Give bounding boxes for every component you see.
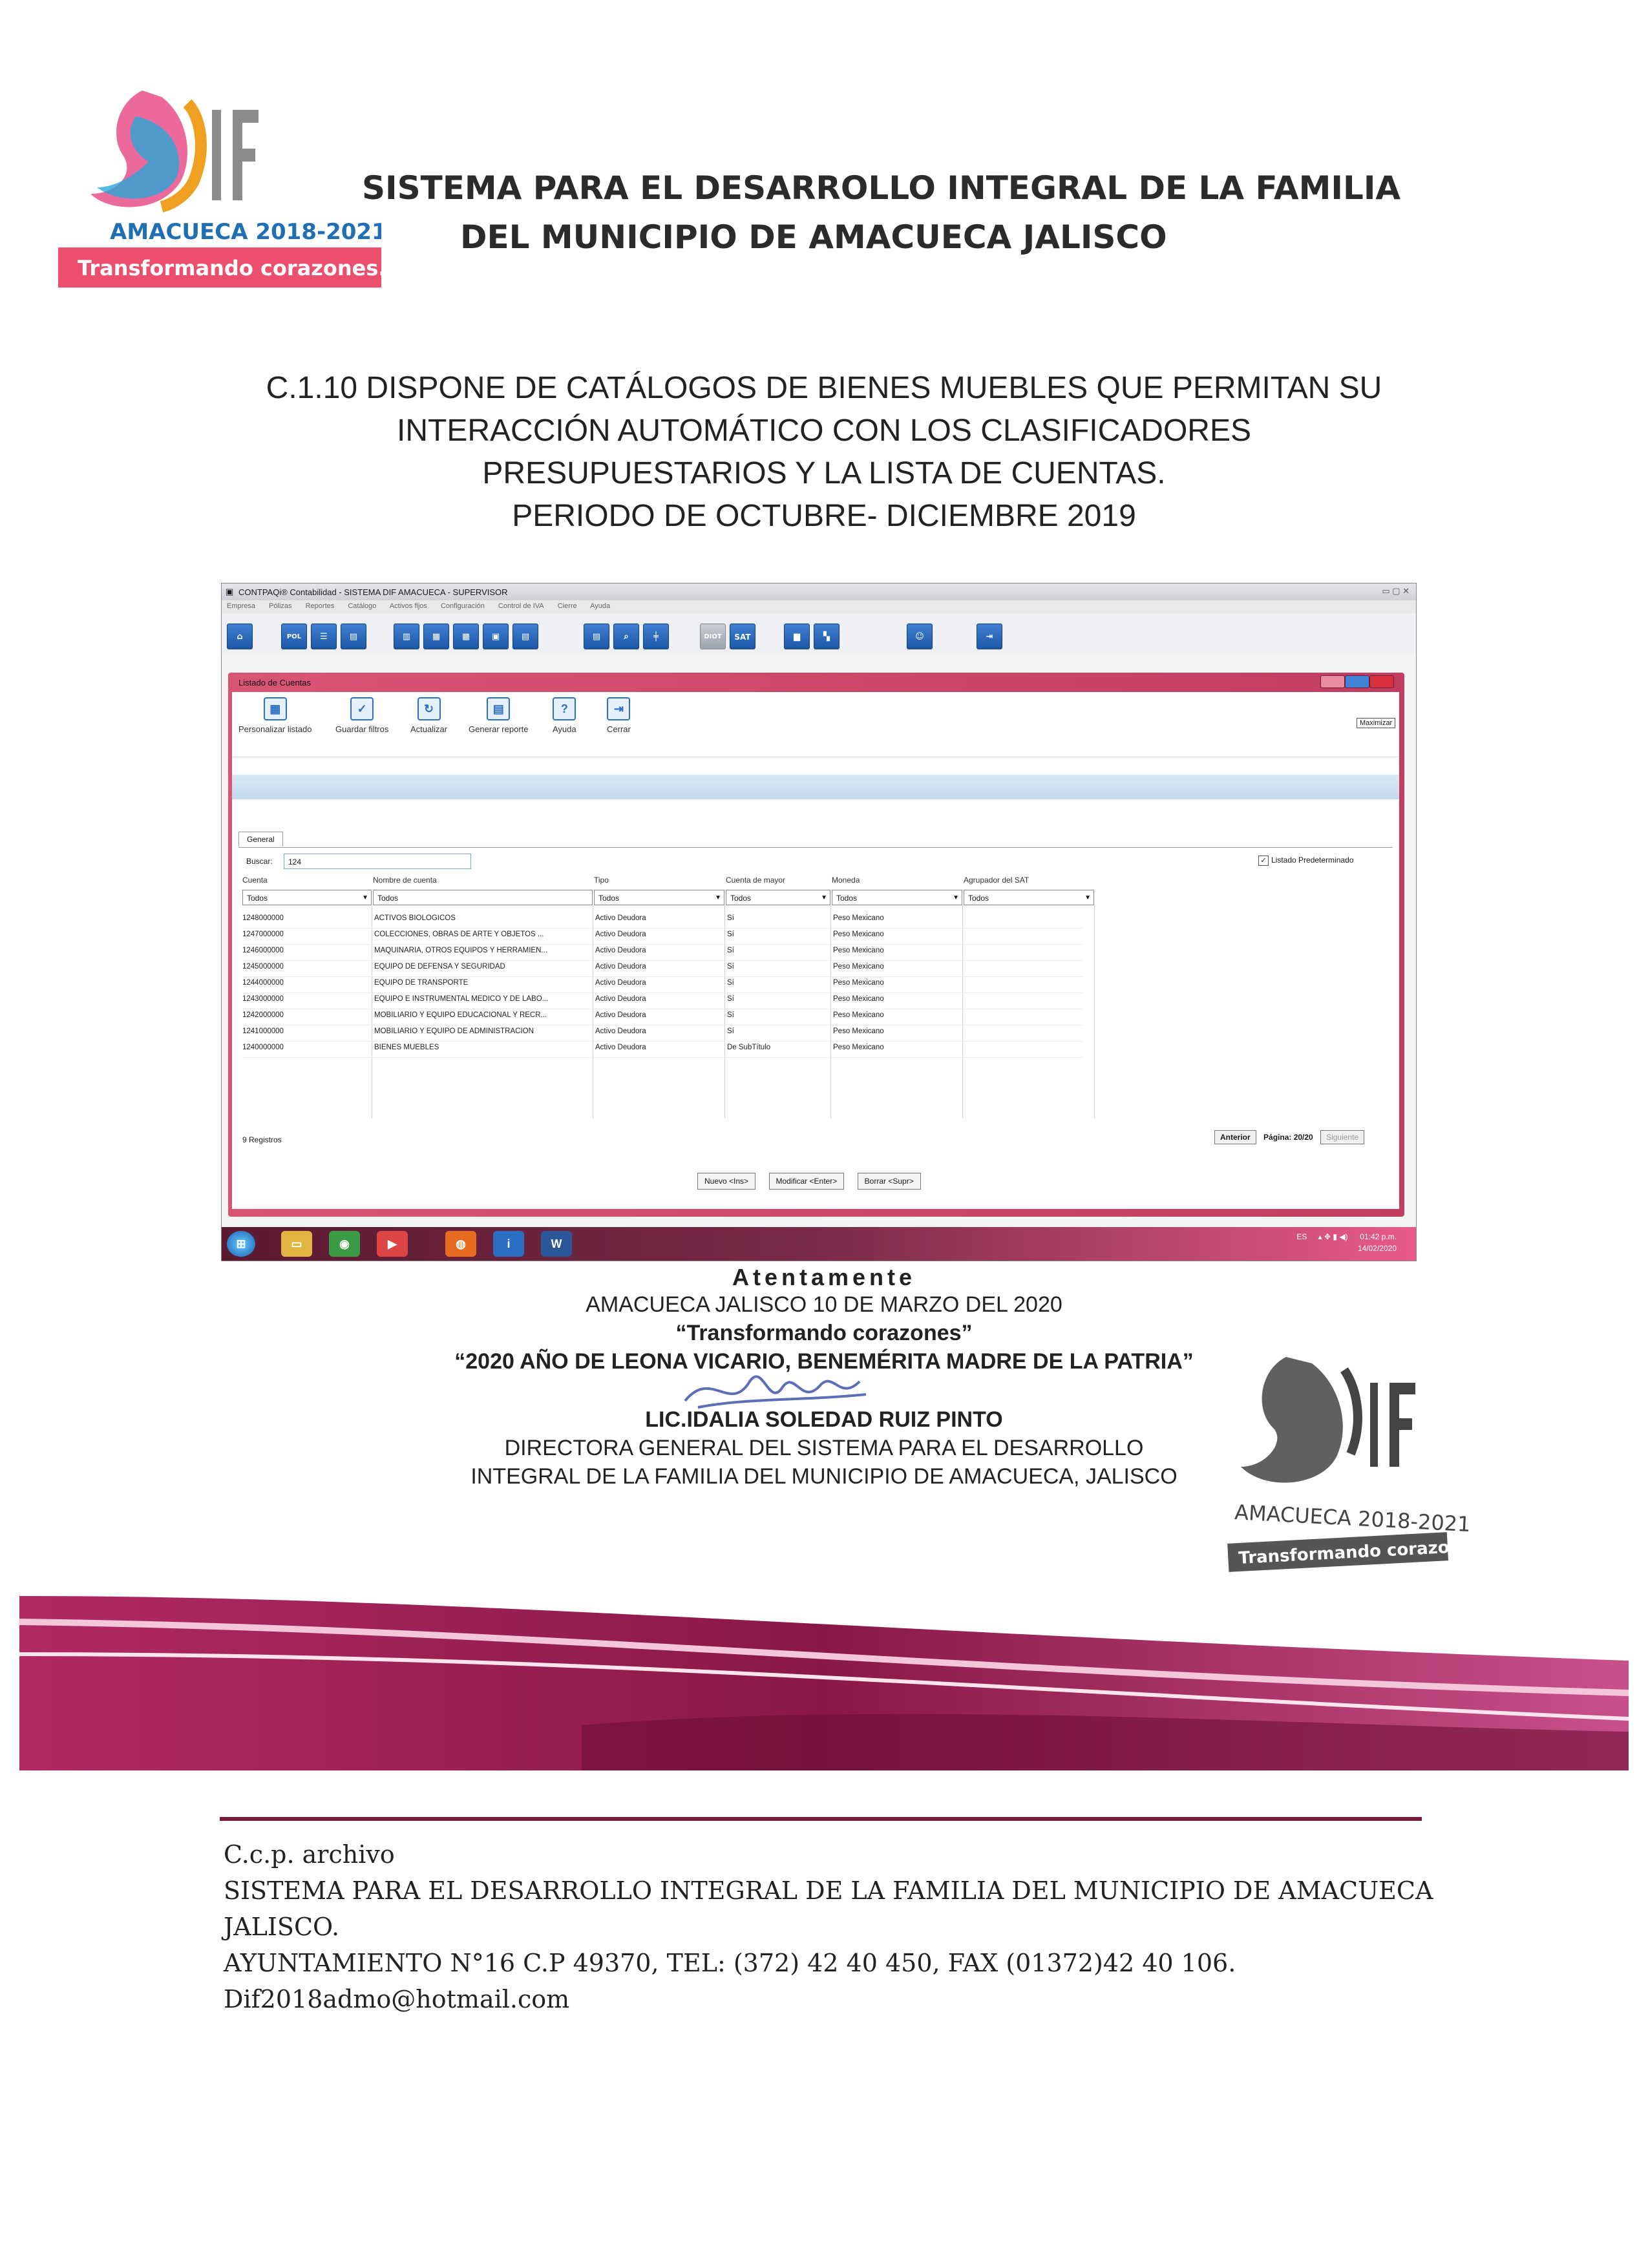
slogan: “Transformando corazones”: [675, 1321, 973, 1345]
menu-iva[interactable]: Control de IVA: [498, 602, 544, 610]
menu-ayuda[interactable]: Ayuda: [590, 602, 611, 610]
criterion-line3: PRESUPUESTARIOS Y LA LISTA DE CUENTAS.: [482, 456, 1166, 490]
column-header[interactable]: Agrupador del SAT: [964, 876, 1030, 885]
table-icon[interactable]: ▦: [453, 624, 479, 649]
table-row[interactable]: 1243000000 EQUIPO E INSTRUMENTAL MÉDICO Y DE LABO... Activo Deudora Sí Peso Mexicano: [242, 992, 1083, 1009]
signer-role-line1: DIRECTORA GENERAL DEL SISTEMA PARA EL DESARROLLO: [504, 1436, 1144, 1460]
personalizar-listado-button[interactable]: ▦ Personalizar listado: [238, 697, 312, 734]
pagination: [1214, 1130, 1364, 1144]
column-header[interactable]: Moneda: [832, 876, 860, 885]
search-input[interactable]: 124: [284, 854, 471, 869]
table-row[interactable]: 1248000000 ACTIVOS BIOLÓGICOS Activo Deudora Sí Peso Mexicano: [242, 912, 1083, 929]
info-band: [232, 775, 1399, 799]
minimize-button[interactable]: [1320, 675, 1345, 688]
dropdown-arrow-icon: ▼: [1084, 894, 1091, 901]
checkmark-icon: ✓: [350, 697, 374, 720]
exit-icon: ⇥: [607, 697, 630, 720]
refresh-icon: ↻: [417, 697, 441, 720]
book-icon[interactable]: ▦: [423, 624, 449, 649]
report-icon: ▤: [487, 697, 510, 720]
document-icon[interactable]: ▤: [341, 624, 366, 649]
command-bar: [232, 692, 1399, 757]
signer-name: LIC.IDALIA SOLEDAD RUIZ PINTO: [645, 1407, 1003, 1432]
table-row[interactable]: 1244000000 EQUIPO DE TRANSPORTE Activo Deudora Sí Peso Mexicano: [242, 976, 1083, 993]
tab-divider: [238, 847, 1393, 848]
org-title-line1: SISTEMA PARA EL DESARROLLO INTEGRAL DE LA FAMILIA: [362, 169, 1401, 207]
column-divider: [1094, 905, 1095, 1118]
menu-polizas[interactable]: Pólizas: [269, 602, 292, 610]
action-buttons: [697, 1173, 931, 1190]
table-row[interactable]: 1240000000 BIENES MUEBLES Activo Deudora De SubTítulo Peso Mexicano: [242, 1041, 1083, 1058]
closing: Atentamente: [732, 1264, 916, 1290]
menu-empresa[interactable]: Empresa: [227, 602, 256, 610]
previous-page-button[interactable]: Anterior: [1214, 1130, 1256, 1144]
signer-role-line2: INTEGRAL DE LA FAMILIA DEL MUNICIPIO DE AMACUECA, JALISCO: [470, 1464, 1178, 1489]
filter-cuenta[interactable]: Todos ▼: [242, 890, 372, 905]
search-doc-icon[interactable]: ⌕: [613, 624, 639, 649]
column-header[interactable]: Nombre de cuenta: [373, 876, 437, 885]
column-header[interactable]: Cuenta: [242, 876, 268, 885]
menu-reportes[interactable]: Reportes: [305, 602, 335, 610]
dropdown-arrow-icon: ▼: [821, 894, 827, 901]
dif-stamp: [1215, 1344, 1474, 1593]
menu-activos[interactable]: Activos fijos: [389, 602, 427, 610]
clock-date[interactable]: 14/02/2020: [1357, 1244, 1397, 1253]
user-icon[interactable]: ☺: [907, 624, 933, 649]
table-row[interactable]: 1241000000 MOBILIARIO Y EQUIPO DE ADMINISTRACIÓN Activo Deudora Sí Peso Mexicano: [242, 1025, 1083, 1042]
listado-predeterminado-checkbox[interactable]: ✓ Listado Predeterminado: [1258, 856, 1353, 866]
generar-reporte-button[interactable]: ▤ Generar reporte: [469, 697, 529, 734]
inner-window-title: Listado de Cuentas: [238, 678, 312, 688]
exit-icon[interactable]: ⇥: [977, 624, 1002, 649]
language-indicator[interactable]: ES: [1296, 1232, 1307, 1241]
dropdown-arrow-icon: ▼: [953, 894, 959, 901]
maximize-tooltip: Maximizar: [1357, 718, 1395, 728]
table-row[interactable]: 1242000000 MOBILIARIO Y EQUIPO EDUCACIONAL Y RECR... Activo Deudora Sí Peso Mexicano: [242, 1009, 1083, 1025]
close-window-button[interactable]: [1369, 675, 1394, 688]
folder-icon[interactable]: ▭: [281, 1231, 312, 1257]
actualizar-button[interactable]: ↻ Actualizar: [410, 697, 447, 734]
nuevo-button[interactable]: Nuevo <Ins>: [697, 1173, 755, 1190]
chart-icon[interactable]: ▥: [394, 624, 419, 649]
svg-text:Transformando corazones.: Transformando corazones.: [78, 256, 381, 280]
filter-moneda[interactable]: Todos ▼: [832, 890, 962, 905]
filter-agrupador[interactable]: Todos ▼: [964, 890, 1094, 905]
list-icon[interactable]: ☰: [311, 624, 337, 649]
table2-icon[interactable]: ▣: [483, 624, 509, 649]
help-icon: ?: [553, 697, 576, 720]
tab-general[interactable]: General: [238, 832, 283, 846]
svg-text:AMACUECA 2018-2021: AMACUECA 2018-2021: [110, 219, 381, 245]
app-screenshot: [221, 583, 1417, 1261]
sat-button[interactable]: SAT: [730, 624, 755, 649]
chrome-icon[interactable]: ◉: [329, 1231, 360, 1257]
search-label: Buscar:: [246, 857, 273, 866]
footer-line2: JALISCO.: [224, 1913, 340, 1941]
bar-chart-icon[interactable]: ▆: [784, 624, 810, 649]
borrar-button[interactable]: Borrar <Supr>: [858, 1173, 921, 1190]
dif-logo: [39, 65, 381, 297]
inner-window-body: [232, 692, 1399, 1209]
listado-cuentas-window: [228, 673, 1404, 1217]
criterion-line1: C.1.10 DISPONE DE CATÁLOGOS DE BIENES MUEBLES QUE PERMITAN SU: [266, 371, 1382, 405]
tray-icons[interactable]: ▴ ✥ ▮ ◀): [1318, 1232, 1348, 1241]
start-button-icon[interactable]: ⊞: [227, 1231, 255, 1257]
table-row[interactable]: 1246000000 MAQUINARIA, OTROS EQUIPOS Y HERRAMIEN... Activo Deudora Sí Peso Mexicano: [242, 944, 1083, 961]
next-page-button[interactable]: Siguiente: [1320, 1130, 1364, 1144]
report-icon[interactable]: ▤: [512, 624, 538, 649]
window-titlebar: [222, 583, 1416, 600]
guardar-filtros-button[interactable]: ✓ Guardar filtros: [335, 697, 388, 734]
svg-text:Transformando corazones.: Transformando corazones.: [1238, 1535, 1474, 1569]
clock-time[interactable]: 01:42 p.m.: [1360, 1232, 1397, 1241]
main-toolbar: [222, 613, 1416, 654]
firefox-icon[interactable]: ◍: [445, 1231, 476, 1257]
record-count: 9 Registros: [242, 1135, 282, 1144]
menu-cierre[interactable]: Cierre: [557, 602, 577, 610]
decorative-wave: [0, 1577, 1648, 1787]
menu-configuracion[interactable]: Configuración: [440, 602, 485, 610]
place-date: AMACUECA JALISCO 10 DE MARZO DEL 2020: [586, 1292, 1062, 1317]
maximize-button[interactable]: [1345, 675, 1369, 688]
calc-icon[interactable]: ▤: [584, 624, 609, 649]
menubar: [222, 600, 1416, 613]
modificar-button[interactable]: Modificar <Enter>: [769, 1173, 845, 1190]
footer-rule: [220, 1817, 1422, 1821]
footer-ccp: C.c.p. archivo: [224, 1840, 395, 1869]
checkbox-icon: ✓: [1258, 856, 1269, 866]
column-header[interactable]: Cuenta de mayor: [726, 876, 786, 885]
org-title-line2: DEL MUNICIPIO DE AMACUECA JALISCO: [460, 218, 1167, 256]
column-header[interactable]: Tipo: [594, 876, 609, 885]
app-icon: ▣: [226, 587, 234, 596]
media-icon[interactable]: ▶: [377, 1231, 408, 1257]
dropdown-arrow-icon: ▼: [715, 894, 721, 901]
ayuda-button[interactable]: ? Ayuda: [553, 697, 576, 734]
footer-line1: SISTEMA PARA EL DESARROLLO INTEGRAL DE LA FAMILIA DEL MUNICIPIO DE AMACUECA: [224, 1876, 1433, 1905]
filter-tipo[interactable]: Todos ▼: [594, 890, 724, 905]
plus-icon[interactable]: ╪: [643, 624, 669, 649]
diot-button[interactable]: DIOT: [700, 624, 726, 649]
footer-address: AYUNTAMIENTO N°16 C.P 49370, TEL: (372) 42 40 450, FAX (01372)42 40 106.: [224, 1949, 1236, 1977]
filter-nombre[interactable]: Todos: [373, 890, 593, 905]
cerrar-button[interactable]: ⇥ Cerrar: [607, 697, 631, 734]
contpaq-icon[interactable]: i: [493, 1231, 524, 1257]
table-row[interactable]: 1247000000 COLECCIONES, OBRAS DE ARTE Y OBJETOS ... Activo Deudora Sí Peso Mexicano: [242, 928, 1083, 945]
filter-cuenta-mayor[interactable]: Todos ▼: [726, 890, 830, 905]
accounts-table: [242, 876, 1399, 1128]
system-tray: [1296, 1231, 1397, 1254]
page-indicator: Página: 20/20: [1263, 1133, 1313, 1142]
table-row[interactable]: 1245000000 EQUIPO DE DEFENSA Y SEGURIDAD Activo Deudora Sí Peso Mexicano: [242, 960, 1083, 977]
folder-icon[interactable]: ▚: [814, 624, 840, 649]
footer-email: Dif2018admo@hotmail.com: [224, 1985, 570, 2013]
criterion-line2: INTERACCIÓN AUTOMÁTICO CON LOS CLASIFICADORES: [397, 414, 1251, 448]
window-controls[interactable]: ▭ ▢ ✕: [1382, 586, 1410, 596]
grid-icon: ▦: [264, 697, 287, 720]
taskbar: [222, 1227, 1416, 1261]
svg-text:AMACUECA 2018-2021: AMACUECA 2018-2021: [1234, 1500, 1472, 1537]
window-title: CONTPAQi® Contabilidad - SISTEMA DIF AMACUECA - SUPERVISOR: [238, 587, 508, 597]
home-icon[interactable]: ⌂: [227, 624, 253, 649]
criterion-line4: PERIODO DE OCTUBRE- DICIEMBRE 2019: [512, 499, 1136, 533]
word-icon[interactable]: W: [541, 1231, 572, 1257]
dropdown-arrow-icon: ▼: [362, 894, 368, 901]
year-motto: “2020 AÑO DE LEONA VICARIO, BENEMÉRITA MADRE DE LA PATRIA”: [454, 1349, 1194, 1374]
menu-catalogo[interactable]: Catálogo: [348, 602, 377, 610]
polizas-button[interactable]: POL: [281, 624, 307, 649]
